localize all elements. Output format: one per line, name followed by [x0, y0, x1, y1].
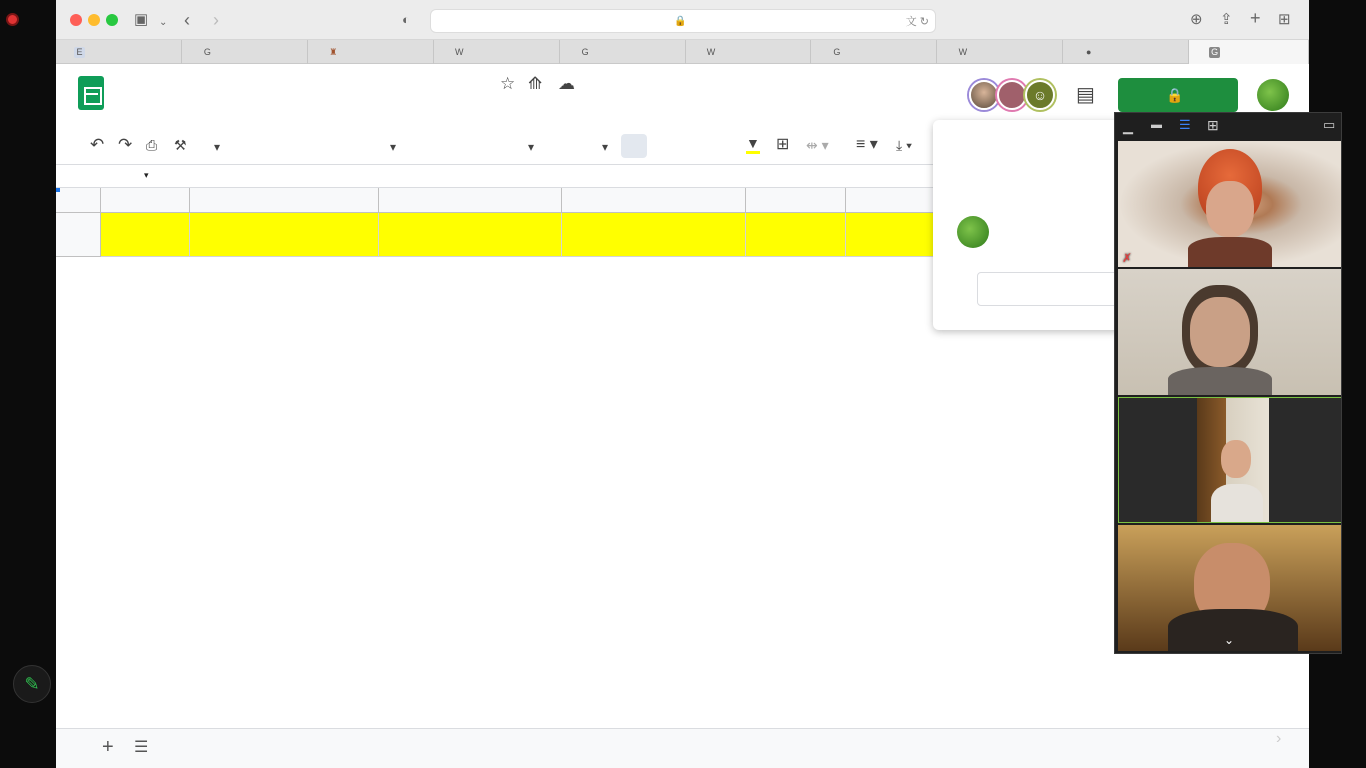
all-sheets-icon[interactable]: ☰ — [134, 739, 149, 756]
cell-d1[interactable] — [562, 213, 746, 257]
speaker-view-icon[interactable]: ☰ — [1179, 117, 1191, 132]
account-avatar — [957, 216, 989, 248]
privacy-shield-icon[interactable]: ◐ — [402, 12, 410, 27]
minimize-window-button[interactable] — [88, 14, 100, 26]
anonymous-avatar-icon[interactable]: ☺ — [1025, 80, 1055, 110]
favicon-icon: ♜ — [329, 46, 338, 57]
forward-icon[interactable]: › — [213, 10, 219, 30]
browser-tab-strip — [56, 40, 1309, 64]
address-bar[interactable] — [430, 9, 936, 33]
browser-tab[interactable] — [182, 40, 308, 64]
collaborator-avatar[interactable] — [997, 80, 1027, 110]
wikipedia-favicon-icon: W — [454, 46, 464, 57]
participant-tile[interactable] — [1118, 525, 1342, 651]
browser-toolbar — [56, 0, 1309, 40]
number-format-select[interactable]: ▾ — [390, 140, 397, 154]
apple-favicon-icon: ● — [1086, 46, 1092, 57]
google-favicon-icon: G — [581, 46, 589, 57]
tab-overview-icon[interactable]: ⊞ — [1278, 11, 1291, 28]
browser-tab[interactable] — [560, 40, 686, 64]
bold-button[interactable] — [621, 134, 647, 158]
browser-tab[interactable] — [1063, 40, 1189, 64]
column-header-d[interactable] — [562, 188, 746, 213]
browser-tab[interactable] — [686, 40, 812, 64]
translate-reload-icon[interactable]: 文 ↻ — [905, 16, 929, 28]
fill-color-icon[interactable]: ▼ — [746, 136, 760, 154]
pencil-icon[interactable]: ✎ — [13, 665, 51, 703]
wikipedia-favicon-icon: W — [706, 46, 716, 57]
cloud-status-icon[interactable]: ☁ — [558, 74, 575, 93]
video-call-panel — [1114, 112, 1342, 654]
switch-account-button[interactable] — [977, 272, 1137, 306]
recording-indicator[interactable] — [6, 6, 25, 32]
share-button[interactable] — [1118, 78, 1238, 112]
download-icon[interactable]: ⊕ — [1190, 11, 1203, 28]
close-window-button[interactable] — [70, 14, 82, 26]
cell-b1[interactable] — [190, 213, 379, 257]
cell-c1[interactable] — [379, 213, 562, 257]
redo-icon[interactable]: ↷ — [118, 135, 133, 154]
maximize-window-button[interactable] — [106, 14, 118, 26]
new-tab-icon[interactable]: + — [1250, 8, 1261, 28]
mic-muted-icon: ✗ — [1122, 251, 1133, 265]
browser-tab[interactable] — [937, 40, 1063, 64]
participant-tile[interactable] — [1118, 269, 1342, 395]
video-call-toolbar — [1115, 113, 1341, 141]
cell-a1[interactable] — [101, 213, 190, 257]
account-popup — [933, 120, 1123, 330]
participant-tile[interactable] — [1118, 141, 1342, 267]
chevron-down-icon[interactable]: ⌄ — [1224, 633, 1235, 647]
participant-tile-active[interactable] — [1118, 397, 1342, 523]
popout-icon[interactable]: ▭ — [1323, 117, 1336, 132]
sheets-logo-icon[interactable] — [78, 76, 104, 110]
browser-tab[interactable] — [308, 40, 434, 64]
browser-tab-active[interactable] — [1189, 40, 1309, 64]
column-header-b[interactable] — [190, 188, 379, 213]
column-header-c[interactable] — [379, 188, 562, 213]
undo-icon[interactable]: ↶ — [90, 135, 105, 154]
select-all-corner[interactable] — [56, 188, 101, 213]
add-sheet-icon[interactable]: + — [102, 735, 114, 758]
format-toolbar: ↶ ↷ ⎙ ⚒ ▾ ▾ ▾ ▾ ▼ ⊞ ⇹ ▾ ≡ ▾ ⤓ ▾ — [56, 126, 1309, 164]
google-favicon-icon: G — [833, 46, 841, 57]
print-icon[interactable]: ⎙ — [146, 137, 158, 153]
lock-icon: 🔒 — [674, 15, 687, 27]
browser-tab[interactable] — [56, 40, 182, 64]
move-icon[interactable]: ⟰ — [528, 74, 543, 93]
google-favicon-icon: G — [203, 46, 211, 57]
lock-icon: 🔒 — [1166, 86, 1184, 103]
sheet-tab-bar — [56, 728, 1309, 768]
participant-name — [1122, 251, 1132, 265]
sheets-favicon-icon: G — [1211, 46, 1219, 57]
wikipedia-favicon-icon: W — [958, 46, 968, 57]
merge-cells-icon[interactable]: ⇹ ▾ — [806, 137, 829, 153]
vertical-align-icon[interactable]: ⤓ ▾ — [896, 137, 912, 153]
star-icon[interactable]: ☆ — [500, 74, 516, 93]
align-left-icon[interactable]: ≡ ▾ — [856, 136, 878, 153]
zoom-select[interactable]: ▾ — [214, 140, 221, 154]
browser-tab[interactable] — [811, 40, 937, 64]
comments-icon[interactable]: ▤ — [1076, 84, 1095, 106]
share-page-icon[interactable]: ⇪ — [1220, 11, 1233, 28]
strip-view-icon[interactable]: ▬ — [1151, 119, 1162, 131]
chevron-right-icon[interactable]: › — [1276, 730, 1282, 747]
row-header[interactable] — [56, 213, 101, 257]
back-icon[interactable]: ‹ — [184, 10, 190, 30]
sidebar-chevron-icon[interactable]: ⌄ — [159, 17, 168, 28]
column-header-a[interactable] — [101, 188, 190, 213]
minimize-icon[interactable]: ▁ — [1123, 119, 1133, 134]
cell-e1[interactable] — [746, 213, 846, 257]
gallery-view-icon[interactable]: ⊞ — [1207, 117, 1219, 133]
paint-format-icon[interactable]: ⚒ — [174, 137, 187, 153]
formula-bar: ▾ — [56, 164, 1309, 188]
user-avatar[interactable] — [1257, 79, 1289, 111]
favicon-icon: E — [74, 47, 85, 58]
column-header-e[interactable] — [746, 188, 846, 213]
collaborator-avatar[interactable] — [969, 80, 999, 110]
browser-tab[interactable] — [434, 40, 560, 64]
sidebar-toggle-icon[interactable]: ▣ — [134, 11, 149, 28]
record-icon — [6, 13, 19, 26]
borders-icon[interactable]: ⊞ — [776, 136, 790, 153]
